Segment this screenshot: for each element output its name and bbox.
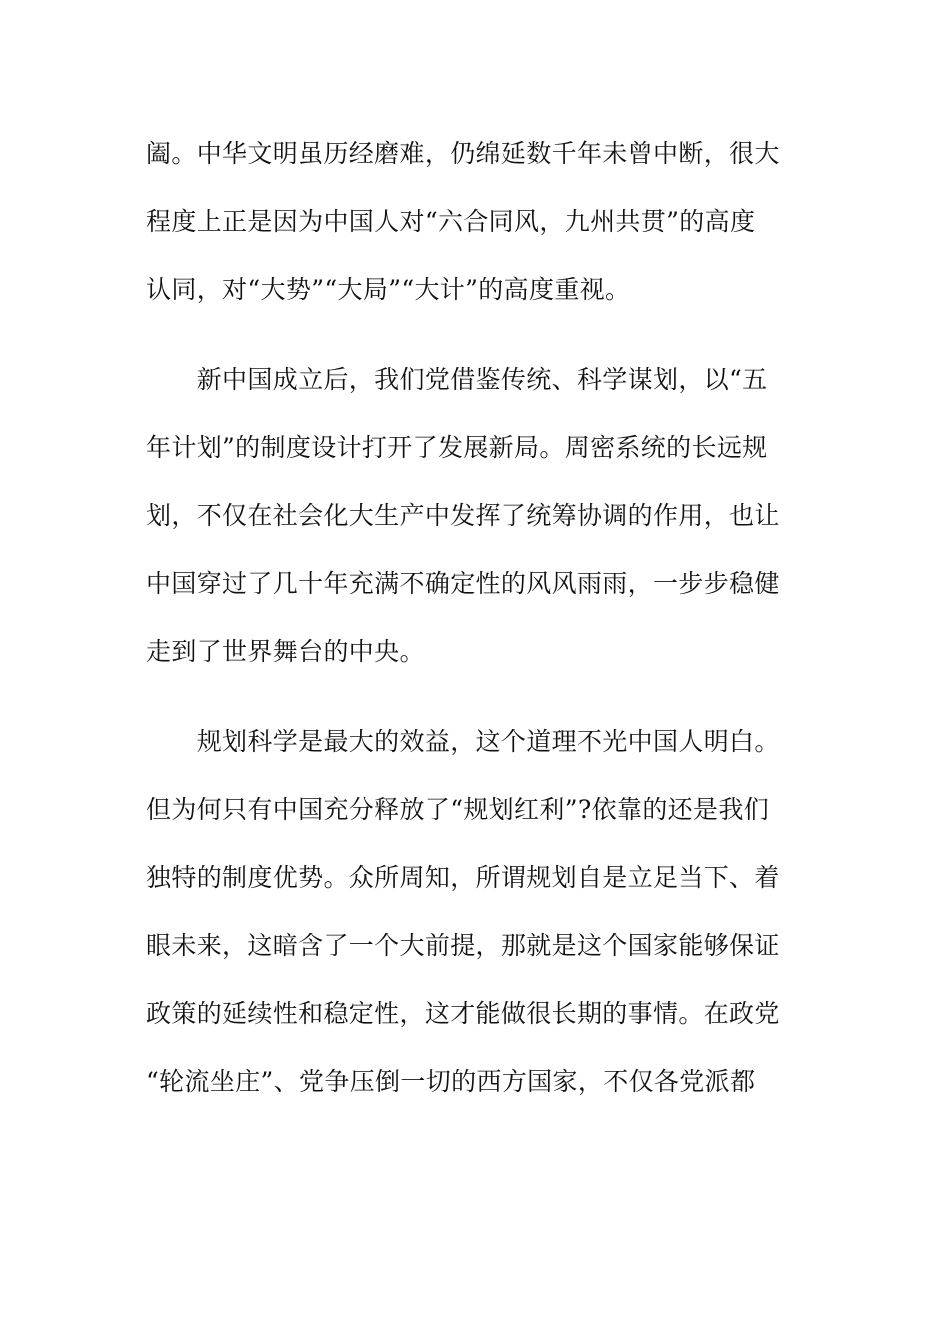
text-line: 认同，对“大势”“大局”“大计”的高度重视。 [146,275,631,304]
text-line: 政策的延续性和稳定性，这才能做很长期的事情。在政党 [146,999,780,1028]
text-line: 独特的制度优势。众所周知，所谓规划自是立足当下、着 [146,863,780,892]
text-line: 中国穿过了几十年充满不确定性的风风雨雨，一步步稳健 [146,569,780,598]
paragraph-gap [146,332,806,354]
text-line: 规划科学是最大的效益，这个道理不光中国人明白。 [146,727,780,756]
text-line: 划，不仅在社会化大生产中发挥了统筹协调的作用，也让 [146,501,780,530]
paragraph-gap [146,694,806,716]
text-line: 走到了世界舞台的中央。 [146,637,425,666]
text-line: 程度上正是因为中国人对“六合同风，九州共贯”的高度 [146,207,756,236]
text-line: 眼未来，这暗含了一个大前提，那就是这个国家能够保证 [146,931,780,960]
text-line: 新中国成立后，我们党借鉴传统、科学谋划，以“五 [146,365,768,394]
paragraph-1 [146,128,806,332]
body-text [146,128,806,1124]
text-line: 年计划”的制度设计打开了发展新局。周密系统的长远规 [146,433,768,462]
text-line: 但为何只有中国充分释放了“规划红利”?依靠的还是我们 [146,795,770,824]
text-line: 阖。中华文明虽历经磨难，仍绵延数千年未曾中断，很大 [146,139,780,168]
paragraph-3 [146,716,806,1124]
text-line: “轮流坐庄”、党争压倒一切的西方国家，不仅各党派都 [146,1067,756,1096]
paragraph-2 [146,354,806,694]
